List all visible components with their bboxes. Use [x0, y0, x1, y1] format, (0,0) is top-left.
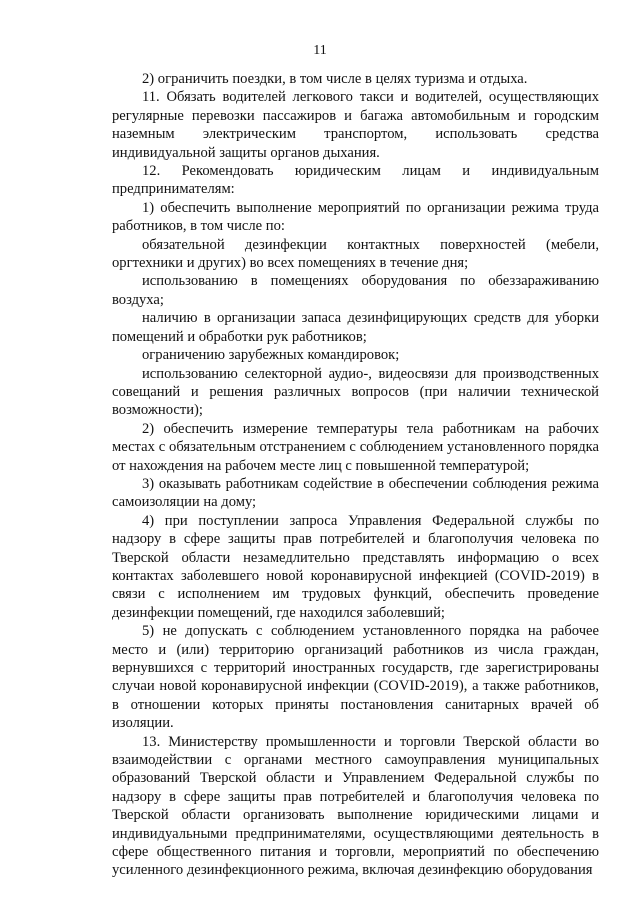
paragraph-12-3-self-isolation: 3) оказывать работникам содействие в обеспечении соблюдения режима самоизоляции на дому; — [112, 475, 599, 511]
document-body — [112, 70, 599, 880]
paragraph-video-conferencing: использованию селекторной аудио-, видеосвязи для производственных совещаний и решения различных вопросов (при наличии технической возможности); — [112, 365, 599, 419]
paragraph-12-5-returnees: 5) не допускать с соблюдением установленного порядка на рабочее место и (или) территорию организаций работников из числа граждан, вернувшихся с территорий иностранных государств, где зарегистрированы случаи новой коронавирусной инфекции (COVID-2019), а также работников, в отношении которых приняты постановления санитарных врачей об изоляции. — [112, 623, 599, 732]
paragraph-13-ministry: 13. Министерству промышленности и торговли Тверской области во взаимодействии с органами местного самоуправления муниципальных образований Тверской области и Управлением Федеральной службы по надзору в сфере защиты прав потребителей и благополучия человека по Тверской области организовать выполнение юридическими лицами и индивидуальными предпринимателями, осуществляющими деятельность в сфере общественного питания и торговли, мероприятий по обеспечению усиленного дезинфекционного режима, включая дезинфекцию оборудования — [112, 733, 599, 879]
paragraph-disinfection-surfaces: обязательной дезинфекции контактных поверхностей (мебели, оргтехники и других) во всех помещениях в течение дня; — [112, 236, 599, 272]
paragraph-air-disinfection: использованию в помещениях оборудования по обеззараживанию воздуха; — [112, 273, 599, 308]
page-number: 11 — [313, 43, 327, 58]
paragraph-business-trips: ограничению зарубежных командировок; — [142, 347, 400, 364]
paragraph-12-recommend: 12. Рекомендовать юридическим лицам и индивидуальным предпринимателям: — [112, 163, 599, 198]
paragraph-12-4-contacts-info: 4) при поступлении запроса Управления Федеральной службы по надзору в сфере защиты прав потребителей и благополучия человека по Тверской области незамедлительно представлять информацию о всех контактах заболевшего новой коронавирусной инфекцией (COVID-2019) в связи с исполнением им трудовых функций, обеспечить проведение дезинфекции помещений, где находился заболевший; — [112, 512, 599, 621]
paragraph-12-1-work-regime: 1) обеспечить выполнение мероприятий по организации режима труда работников, в том числе по: — [112, 199, 599, 235]
paragraph-11-taxi-drivers: 11. Обязать водителей легкового такси и водителей, осуществляющих регулярные перевозки пассажиров и багажа автомобильным и городским наземным электрическим транспортом, использовать средства индивидуальной защиты органов дыхания. — [112, 89, 599, 161]
paragraph-disinfectant-stock: наличию в организации запаса дезинфицирующих средств для уборки помещений и обработки рук работников; — [112, 310, 599, 345]
paragraph-2-travel: 2) ограничить поездки, в том числе в целях туризма и отдыха. — [142, 71, 528, 87]
paragraph-12-2-temperature: 2) обеспечить измерение температуры тела работникам на рабочих местах с обязательным отстранением с соблюдением установленного порядка от нахождения на рабочем месте лиц с повышенной температурой; — [112, 420, 599, 474]
